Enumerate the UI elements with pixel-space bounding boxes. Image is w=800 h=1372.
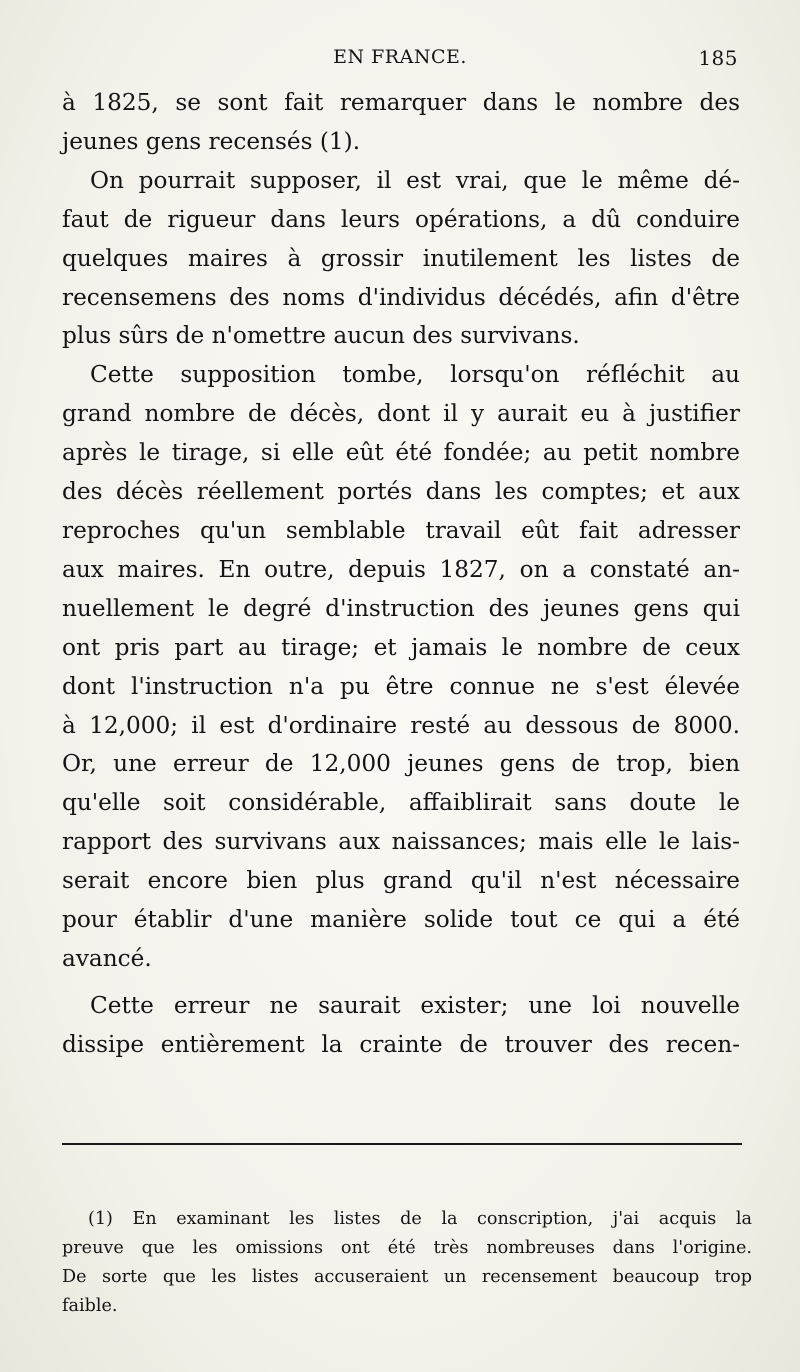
footnote-line: preuve que les omissions ont été très nombreuses dans l'origine.: [62, 1238, 752, 1258]
text-line: après le tirage, si elle eût été fondée; au petit nombre: [62, 439, 740, 467]
footnote-separator: [62, 1143, 742, 1145]
text-line: pour établir d'une manière solide tout ce qui a été: [62, 906, 740, 934]
text-line: aux maires. En outre, depuis 1827, on a constaté an-: [62, 555, 740, 583]
page-number: 185: [698, 46, 738, 70]
text-line: qu'elle soit considérable, affaiblirait sans doute le: [62, 789, 740, 817]
text-line: reproches qu'un semblable travail eût fait adresser: [62, 516, 740, 544]
text-line: à 12,000; il est d'ordinaire resté au dessous de 8000.: [62, 711, 740, 739]
running-title: EN FRANCE.: [333, 46, 467, 68]
text-line: plus sûrs de n'omettre aucun des survivans.: [62, 322, 580, 350]
footnote-line: faible.: [62, 1296, 118, 1316]
text-line: dissipe entièrement la crainte de trouver des recen-: [62, 1030, 740, 1058]
running-head: [62, 46, 738, 76]
text-line: nuellement le degré d'instruction des jeunes gens qui: [62, 594, 740, 622]
text-line: grand nombre de décès, dont il y aurait eu à justifier: [62, 400, 740, 428]
paragraph-start-line: Cette erreur ne saurait exister; une loi nouvelle: [90, 991, 740, 1019]
text-line: quelques maires à grossir inutilement les listes de: [62, 244, 740, 272]
text-line: Or, une erreur de 12,000 jeunes gens de trop, bien: [62, 750, 740, 778]
paragraph-start-line: On pourrait supposer, il est vrai, que le même dé-: [90, 166, 740, 194]
footnote-line: (1) En examinant les listes de la conscription, j'ai acquis la: [88, 1209, 752, 1229]
body-text: [62, 84, 740, 1065]
text-line: ont pris part au tirage; et jamais le nombre de ceux: [62, 633, 740, 661]
text-line: rapport des survivans aux naissances; mais elle le lais-: [62, 828, 740, 856]
text-line: à 1825, se sont fait remarquer dans le nombre des: [62, 89, 740, 116]
text-line: faut de rigueur dans leurs opérations, a dû conduire: [62, 205, 740, 233]
text-line: des décès réellement portés dans les comptes; et aux: [62, 478, 740, 506]
footnote: [62, 1205, 752, 1321]
text-line: jeunes gens recensés (1).: [62, 127, 361, 155]
text-line: dont l'instruction n'a pu être connue ne s'est élevée: [62, 672, 740, 700]
text-line: recensemens des noms d'individus décédés, afin d'être: [62, 283, 740, 311]
text-line: serait encore bien plus grand qu'il n'est nécessaire: [62, 867, 740, 895]
text-line: avancé.: [62, 944, 152, 972]
paragraph-start-line: Cette supposition tombe, lorsqu'on réfléchit au: [90, 361, 740, 389]
footnote-line: De sorte que les listes accuseraient un recensement beaucoup trop: [62, 1267, 752, 1287]
